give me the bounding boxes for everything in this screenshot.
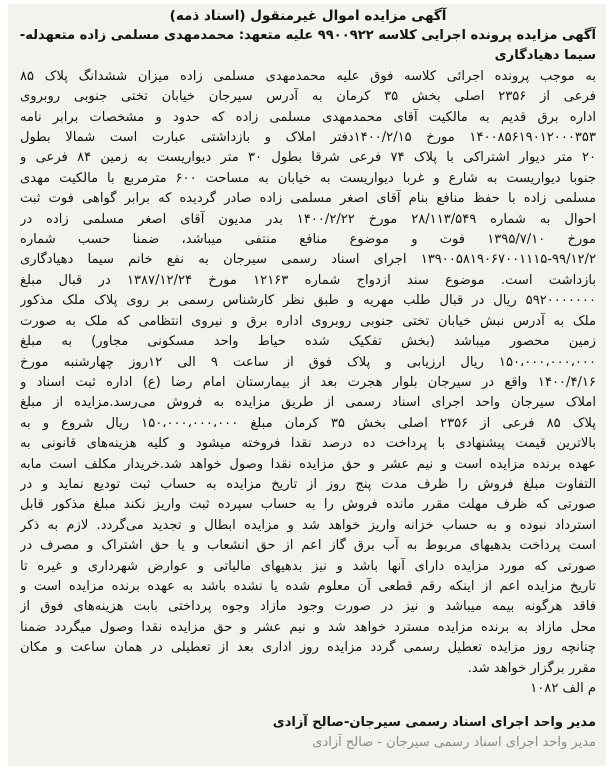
body-line: ۱۳۹۰۰۵۸۱۹۰۶۷۰۰۱۱۱۵-۹۹/۱۲/۲ اجرای اسناد رسمی سیرجان به نفع خانم سیما دهیادگاری	[20, 252, 596, 268]
body-line: چنانچه روز مزایده تعطیل رسمی گردد مزایده روز اداری بعد از تعطیلی در همان ساعت و مکان	[20, 640, 596, 656]
body-line: ۱۴۰۰۸۵۶۱۹۰۱۲۰۰۰۳۵۳ مورخ ۱۴۰۰/۲/۱۵دفتر املاک و بازداشتی عبارت است شمالا بطول	[20, 130, 596, 146]
body-line: زمین محصور میباشد (بخش تفکیک شده حیاط واحد مسکونی مجاور) به مبلغ	[20, 334, 596, 350]
body-line: ۲۰ متر دیوار اشتراکی با پلاک ۷۴ فرعی شرقا بطول ۳۰ متر دیواریست به زمین ۸۴ فرعی و	[20, 150, 596, 166]
heading-line: آگهی مزایده پرونده اجرایی کلاسه ۹۹۰۰۹۲۲ علیه متعهد: محمدمهدی مسلمی زاده متعهدله-	[20, 28, 596, 43]
notice-body	[20, 26, 596, 699]
body-line: جنوبا دیواریست به شارع و غربا دیواریست به خیابان به مساحت ۶۰۰ مترمربع با مالکیت مهدی	[20, 170, 596, 186]
signature-line-faint: مدیر واحد اجرای اسناد رسمی سیرجان - صالح آزادی	[312, 735, 596, 751]
body-line: فاقد هرگونه بیمه میباشد و نیز در صورت وجود مازاد وجوه پرداختی بابت هزینه‌های فوق از	[20, 599, 596, 615]
body-line: صورتی که ظرف مهلت مقرر مانده فروش را به حساب سپرده ثبت واریز نکند مبلغ مذکور قابل	[20, 497, 596, 513]
body-line: مسلمی زاده با حفظ منافع بنام آقای اصغر مسلمی زاده صادر گردیده که برابر گواهی فوت ثبت	[20, 191, 596, 207]
body-line: عهده برنده مزایده است و نیم عشر و حق مزایده نقدا وصول خواهد شد.خریدار مکلف است مابه	[20, 456, 596, 472]
body-line: استرداد نبوده و به حساب خزانه واریز خواهد شد و مزایده ابطال و تجدید می‌گردد. لازم به ذکر	[20, 517, 596, 533]
body-line: املاک سیرجان واحد اجرای اسناد رسمی از طریق مزایده به فروش می‌رسد.مزایده از مبلغ	[20, 395, 596, 411]
newspaper-notice	[8, 4, 606, 766]
body-line: ملک به آدرس نبش خیابان تختی جنوبی روبروی اداره برق و نیروی انتظامی که ملک به صورت	[20, 313, 596, 329]
body-line: است پرداخت بدهیهای مربوط به آب برق گاز اعم از حق انشعاب و یا حق اشتراک و مصرف در	[20, 538, 596, 554]
body-line: پلاک ۸۵ فرعی از ۲۳۵۶ اصلی بخش ۳۵ کرمان مبلغ ۱۵۰،۰۰۰،۰۰۰،۰۰۰ ریال شروع و به	[20, 415, 596, 431]
body-line: مورخ ۱۳۹۵/۷/۱۰ فوت و موضوع منافع منتفی میباشد، ضمنا حسب شماره	[20, 232, 596, 248]
notice-title: آگهی مزایده اموال غیرمنقول (اسناد ذمه)	[169, 8, 447, 24]
signature-line: مدیر واحد اجرای اسناد رسمی سیرجان-صالح آزادی	[272, 715, 596, 731]
heading-line: سیما دهیادگاری	[494, 48, 596, 64]
body-line: ۱۴۰۰/۴/۱۶ واقع در سیرجان بلوار هجرت بعد از بیمارستان امام رضا (ع) اداره ثبت اسناد و	[20, 374, 596, 390]
body-line: مقرر برگزار خواهد شد.	[467, 660, 596, 676]
body-line: بازداشت است. موضوع سند ازدواج شماره ۱۲۱۶۳ مورخ ۱۳۸۷/۱۲/۲۴ در قبال مبلغ	[20, 272, 596, 288]
body-line: صورتی که مورد مزایده دارای آنها باشد و نیز بدهیهای مالیاتی و عوارض شهرداری و غیره تا	[20, 558, 596, 574]
notice-code: م الف ۱۰۸۲	[530, 681, 596, 696]
body-line: تاریخ مزایده اعم از اینکه رقم قطعی آن معلوم شده یا نشده باشد به عهده برنده مزایده است و	[20, 578, 596, 594]
body-line: بالاترین قیمت پیشنهادی با پرداخت ده درصد نقدا فروخته میشود و کلیه هزینه‌های قانونی به	[20, 436, 596, 452]
body-line: ۱۵۰،۰۰۰،۰۰۰،۰۰۰ ریال ارزیابی و پلاک فوق از ساعت ۹ الی ۱۲روز چهارشنبه مورخ	[20, 354, 596, 370]
body-line: احوال به شماره ۲۸/۱۱۳/۵۴۹ مورخ ۱۴۰۰/۲/۲۲ بدر مدیون آقای اصغر مسلمی زاده در	[20, 211, 596, 227]
body-line: التفاوت مبلغ فروش را ظرف مدت پنج روز از تاریخ مزایده به حساب ثبت تودیع نماید و در	[20, 476, 596, 492]
body-line: محل مازاد به برنده مزایده مسترد خواهد شد و نیم عشر و حق مزایده نقدا وصول میگردد ضمنا	[20, 619, 596, 635]
body-line: ۵۹۲۰۰۰۰۰۰۰ ریال در قبال طلب مهریه و طبق نظر کارشناس رسمی بر روی پلاک ملک مذکور	[20, 293, 596, 309]
signature-block	[20, 713, 596, 753]
body-line: به موجب پرونده اجرائی کلاسه فوق علیه محمدمهدی مسلمی زاده میزان ششدانگ پلاک ۸۵	[20, 68, 596, 84]
body-line: فرعی از ۲۳۵۶ اصلی بخش ۳۵ کرمان به آدرس سیرجان خیابان تختی جنوبی روبروی	[20, 89, 596, 105]
body-line: اداره برق قدیم به مالکیت آقای محمدمهدی مسلمی زاده که حدود و مشخصات برابر نامه	[20, 109, 596, 125]
